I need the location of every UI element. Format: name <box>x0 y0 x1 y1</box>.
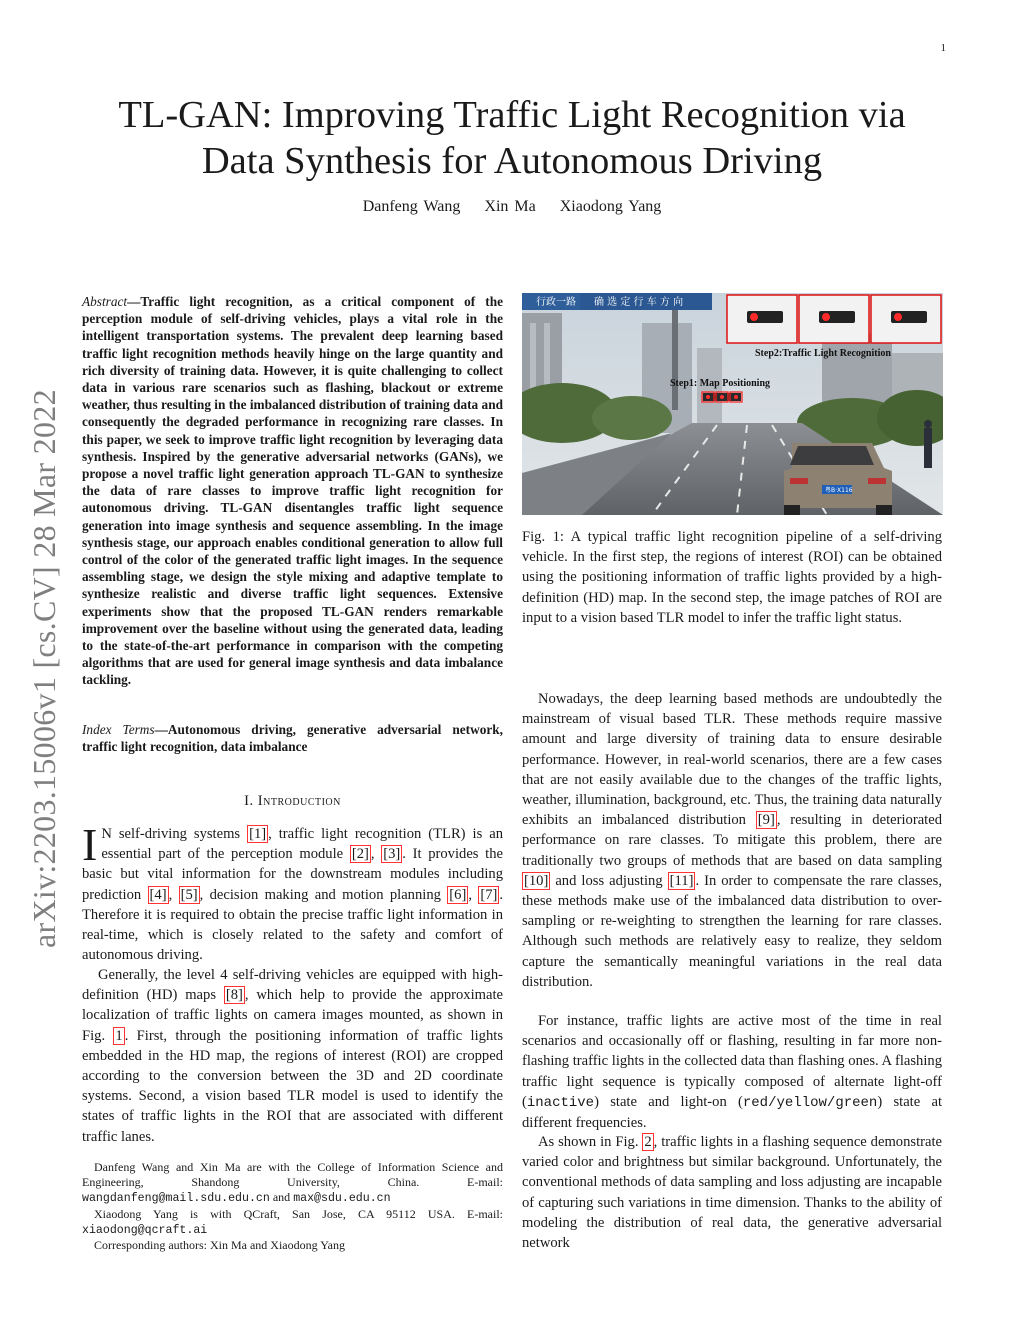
body-paragraph <box>522 1132 942 1253</box>
text-run: , <box>370 846 382 863</box>
author: Danfeng Wang <box>362 198 461 215</box>
text-run: , traffic lights in a flashing sequence demonstrate varied color and brightness but similar background. Unfortunately, the conventional methods of data sampling and loss adjusting are incapable of capturing such variations in time dimension. Thanks to the ability of modeling the distribution of real data, the generative adversarial network <box>522 1134 942 1252</box>
text-run: and <box>269 1190 294 1205</box>
index-terms <box>82 721 503 755</box>
text-run: , decision making and motion planning <box>199 886 448 903</box>
citation-link[interactable]: [1] <box>249 826 267 842</box>
citation-link[interactable]: [5] <box>180 886 198 903</box>
email-link[interactable]: wangdanfeng@mail.sdu.edu.cn <box>82 1192 270 1206</box>
footnote: Corresponding authors: Xin Ma and Xiaodong Yang <box>94 1238 345 1253</box>
citation-link[interactable]: [11] <box>669 872 694 889</box>
text-run: , <box>168 886 179 903</box>
pedestrian <box>924 428 932 468</box>
intro-paragraph <box>82 965 503 1147</box>
building <box>697 348 722 433</box>
recognition-crop <box>799 295 869 343</box>
citation-link[interactable]: [6] <box>449 886 467 903</box>
text-run: , which help to provide the approximate localization of traffic lights on camera images mounted, as shown in Fig. <box>82 987 503 1044</box>
paper-title <box>60 92 964 184</box>
sign-pole <box>672 310 678 410</box>
text-run: As shown in Fig. <box>538 1134 643 1150</box>
index-terms-text: —Autonomous driving, generative adversarial network, traffic light recognition, data imbalance <box>82 722 503 755</box>
light-red <box>706 395 710 399</box>
title-line-2: Data Synthesis for Autonomous Driving <box>201 140 823 182</box>
text-run: Generally, the level 4 self-driving vehicles are equipped with high-definition (HD) maps <box>82 967 503 1004</box>
recognition-crop <box>727 295 797 343</box>
citation-link[interactable]: [10] <box>524 872 549 889</box>
footnotes <box>82 1160 503 1253</box>
code-separator: / <box>768 1094 777 1111</box>
text-run: Xiaodong Yang is with QCraft, San Jose, CA 95112 USA. E-mail: <box>94 1206 503 1221</box>
light-red <box>734 395 738 399</box>
road-sign-right-text: 确 选 定 行 车 方 向 <box>594 297 684 308</box>
text-run: . It provides the basic but vital information for the downstream modules including prediction <box>82 846 504 903</box>
page-number: 1 <box>940 42 946 54</box>
citation-link[interactable]: [9] <box>757 812 775 829</box>
text-run: For instance, traffic lights are active most of the time in real scenarios and occasionally off or flashing, resulting in far more non-flashing traffic lights in the collected data than flashing ones. A flashing traffic light sequence is typically composed of alternate light-off ( <box>522 1013 942 1110</box>
pedestrian-head <box>924 420 932 428</box>
author: Xin Ma <box>484 198 536 215</box>
citation-link[interactable]: [4] <box>149 886 167 903</box>
citation-link[interactable]: [8] <box>225 987 243 1004</box>
text-run: , <box>468 886 479 903</box>
code-term: inactive <box>526 1094 595 1111</box>
citation-link[interactable]: [2] <box>351 846 369 863</box>
email-link[interactable]: max@sdu.edu.cn <box>293 1192 391 1206</box>
citation-link[interactable]: [7] <box>480 886 498 903</box>
code-term: green <box>835 1094 878 1111</box>
license-plate: 粤B·X116 <box>825 487 853 494</box>
section-heading <box>82 793 503 810</box>
text-run: Nowadays, the deep learning based methods are undoubtedly the mainstream of visual based TLR. These methods require massive amount and large diversity of training data to ensure desirable performance. However, in real-world scenarios, there are a few cases that are not easily available due to the changes of the traffic lights, weather, illumination, background, etc. Thus, the training data naturally exhibits an imbalanced distribution <box>522 691 942 829</box>
recognition-crop <box>871 295 941 343</box>
figure-link[interactable]: 1 <box>115 1027 123 1044</box>
text-run: N self-driving systems <box>101 826 248 842</box>
street-scene-illustration <box>522 293 943 515</box>
text-run: ) state and light-on ( <box>594 1093 743 1110</box>
step2-label: Step2:Traffic Light Recognition <box>755 348 891 359</box>
text-run: Danfeng Wang and Xin Ma are with the College of Information Science and Engineering, Shandong University, China. E-mail: <box>82 1160 503 1190</box>
email-link[interactable]: xiaodong@qcraft.ai <box>82 1223 208 1237</box>
footnote <box>82 1160 503 1207</box>
code-term: yellow <box>776 1094 827 1111</box>
text-run: ) state at different frequencies. <box>522 1093 942 1132</box>
text-run: , resulting in deteriorated performance on rare classes. To mitigate this problem, there are traditionally two groups of methods that are based on data sampling <box>522 812 942 869</box>
tree <box>592 396 672 440</box>
figure-caption: Fig. 1: A typical traffic light recognition pipeline of a self-driving vehicle. In the first step, the regions of interest (ROI) can be obtained using the positioning information of traffic lights provided by a high-definition (HD) map. In the second step, the image patches of ROI are input to a vision based TLR model to infer the traffic light status. <box>522 529 942 626</box>
author-list <box>60 198 964 216</box>
step1-label: Step1: Map Positioning <box>670 378 771 389</box>
arxiv-stamp: arXiv:2203.15006v1 [cs.CV] 28 Mar 2022 <box>26 389 62 948</box>
footnote <box>82 1207 503 1238</box>
abstract <box>82 293 503 689</box>
drop-cap: I <box>82 819 98 870</box>
text-run: . First, through the positioning information of traffic lights embedded in the HD map, the regions of interest (ROI) are cropped according to the conversion between the 3D and 2D coordinate systems. Second, a vision based TLR model is used to identify the states of traffic lights in the ROI that are associated with different traffic lanes. <box>82 1027 503 1145</box>
code-separator: / <box>826 1094 836 1111</box>
figure-1-image <box>522 293 943 515</box>
text-run: , traffic light recognition (TLR) is an essential part of the perception module <box>101 826 503 863</box>
abstract-text: —Traffic light recognition, as a critical component of the perception module of self-driving vehicles, plays a vital role in the intelligent transportation systems. The prevalent deep learning based traffic light recognition methods heavily hinge on the large quantity and rich diversity of training data. However, it is quite challenging to collect data in various rare scenarios such as flashing, blackout or extreme weather, thus resulting in the imbalanced distribution of training data and consequently the degraded performance in recognizing rare classes. In this paper, we seek to improve traffic light recognition by leveraging data synthesis. Inspired by the generative adversarial networks (GANs), we propose a novel traffic light generation approach TL-GAN to synthesize the data of rare classes to improve traffic light recognition for autonomous driving. TL-GAN disentangles traffic light sequence generation into image synthesis and sequence assembling. In the image synthesis stage, our approach enables conditional generation to allow full control of the color of the generated traffic light images. In the sequence assembling stage, we design the style mixing and adaptive template to synthesize realistic and diverse traffic light sequences. Extensive experiments show that the proposed TL-GAN renders remarkable improvement over the baseline without using the generated data, leading to the state-of-the-art performance in comparison with the competing algorithms that are used for general image synthesis and data imbalance tackling. <box>82 294 503 688</box>
section-number: I. <box>244 793 254 809</box>
intro-paragraph <box>82 819 504 965</box>
title-line-1: TL-GAN: Improving Traffic Light Recognition via <box>118 94 906 136</box>
figure-link[interactable]: 2 <box>644 1134 652 1150</box>
citation-link[interactable]: [3] <box>383 846 401 863</box>
text-run: and loss adjusting <box>550 872 668 889</box>
body-paragraph <box>522 689 942 992</box>
text-run: . Therefore it is required to obtain the precise traffic light information in real-time, which is closely related to the safety and comfort of autonomous driving. <box>82 886 504 964</box>
abstract-label: Abstract <box>82 294 128 309</box>
car <box>784 443 892 515</box>
text-run: . In order to compensate the rare classes, these methods make use of the imbalanced data distribution to over-sampling or re-weighting to strengthen the learning for rare classes. Although such methods are relatively easy to realize, they seldom capture the semantically meaningful variations in the real data distribution. <box>522 872 942 990</box>
body-paragraph <box>522 1011 942 1133</box>
code-term: red <box>742 1094 769 1111</box>
light-red <box>720 395 724 399</box>
section-title: Introduction <box>257 793 341 809</box>
author: Xiaodong Yang <box>559 198 662 215</box>
road-sign-left-text: 行政一路 <box>536 297 576 308</box>
index-terms-label: Index Terms <box>82 722 155 737</box>
